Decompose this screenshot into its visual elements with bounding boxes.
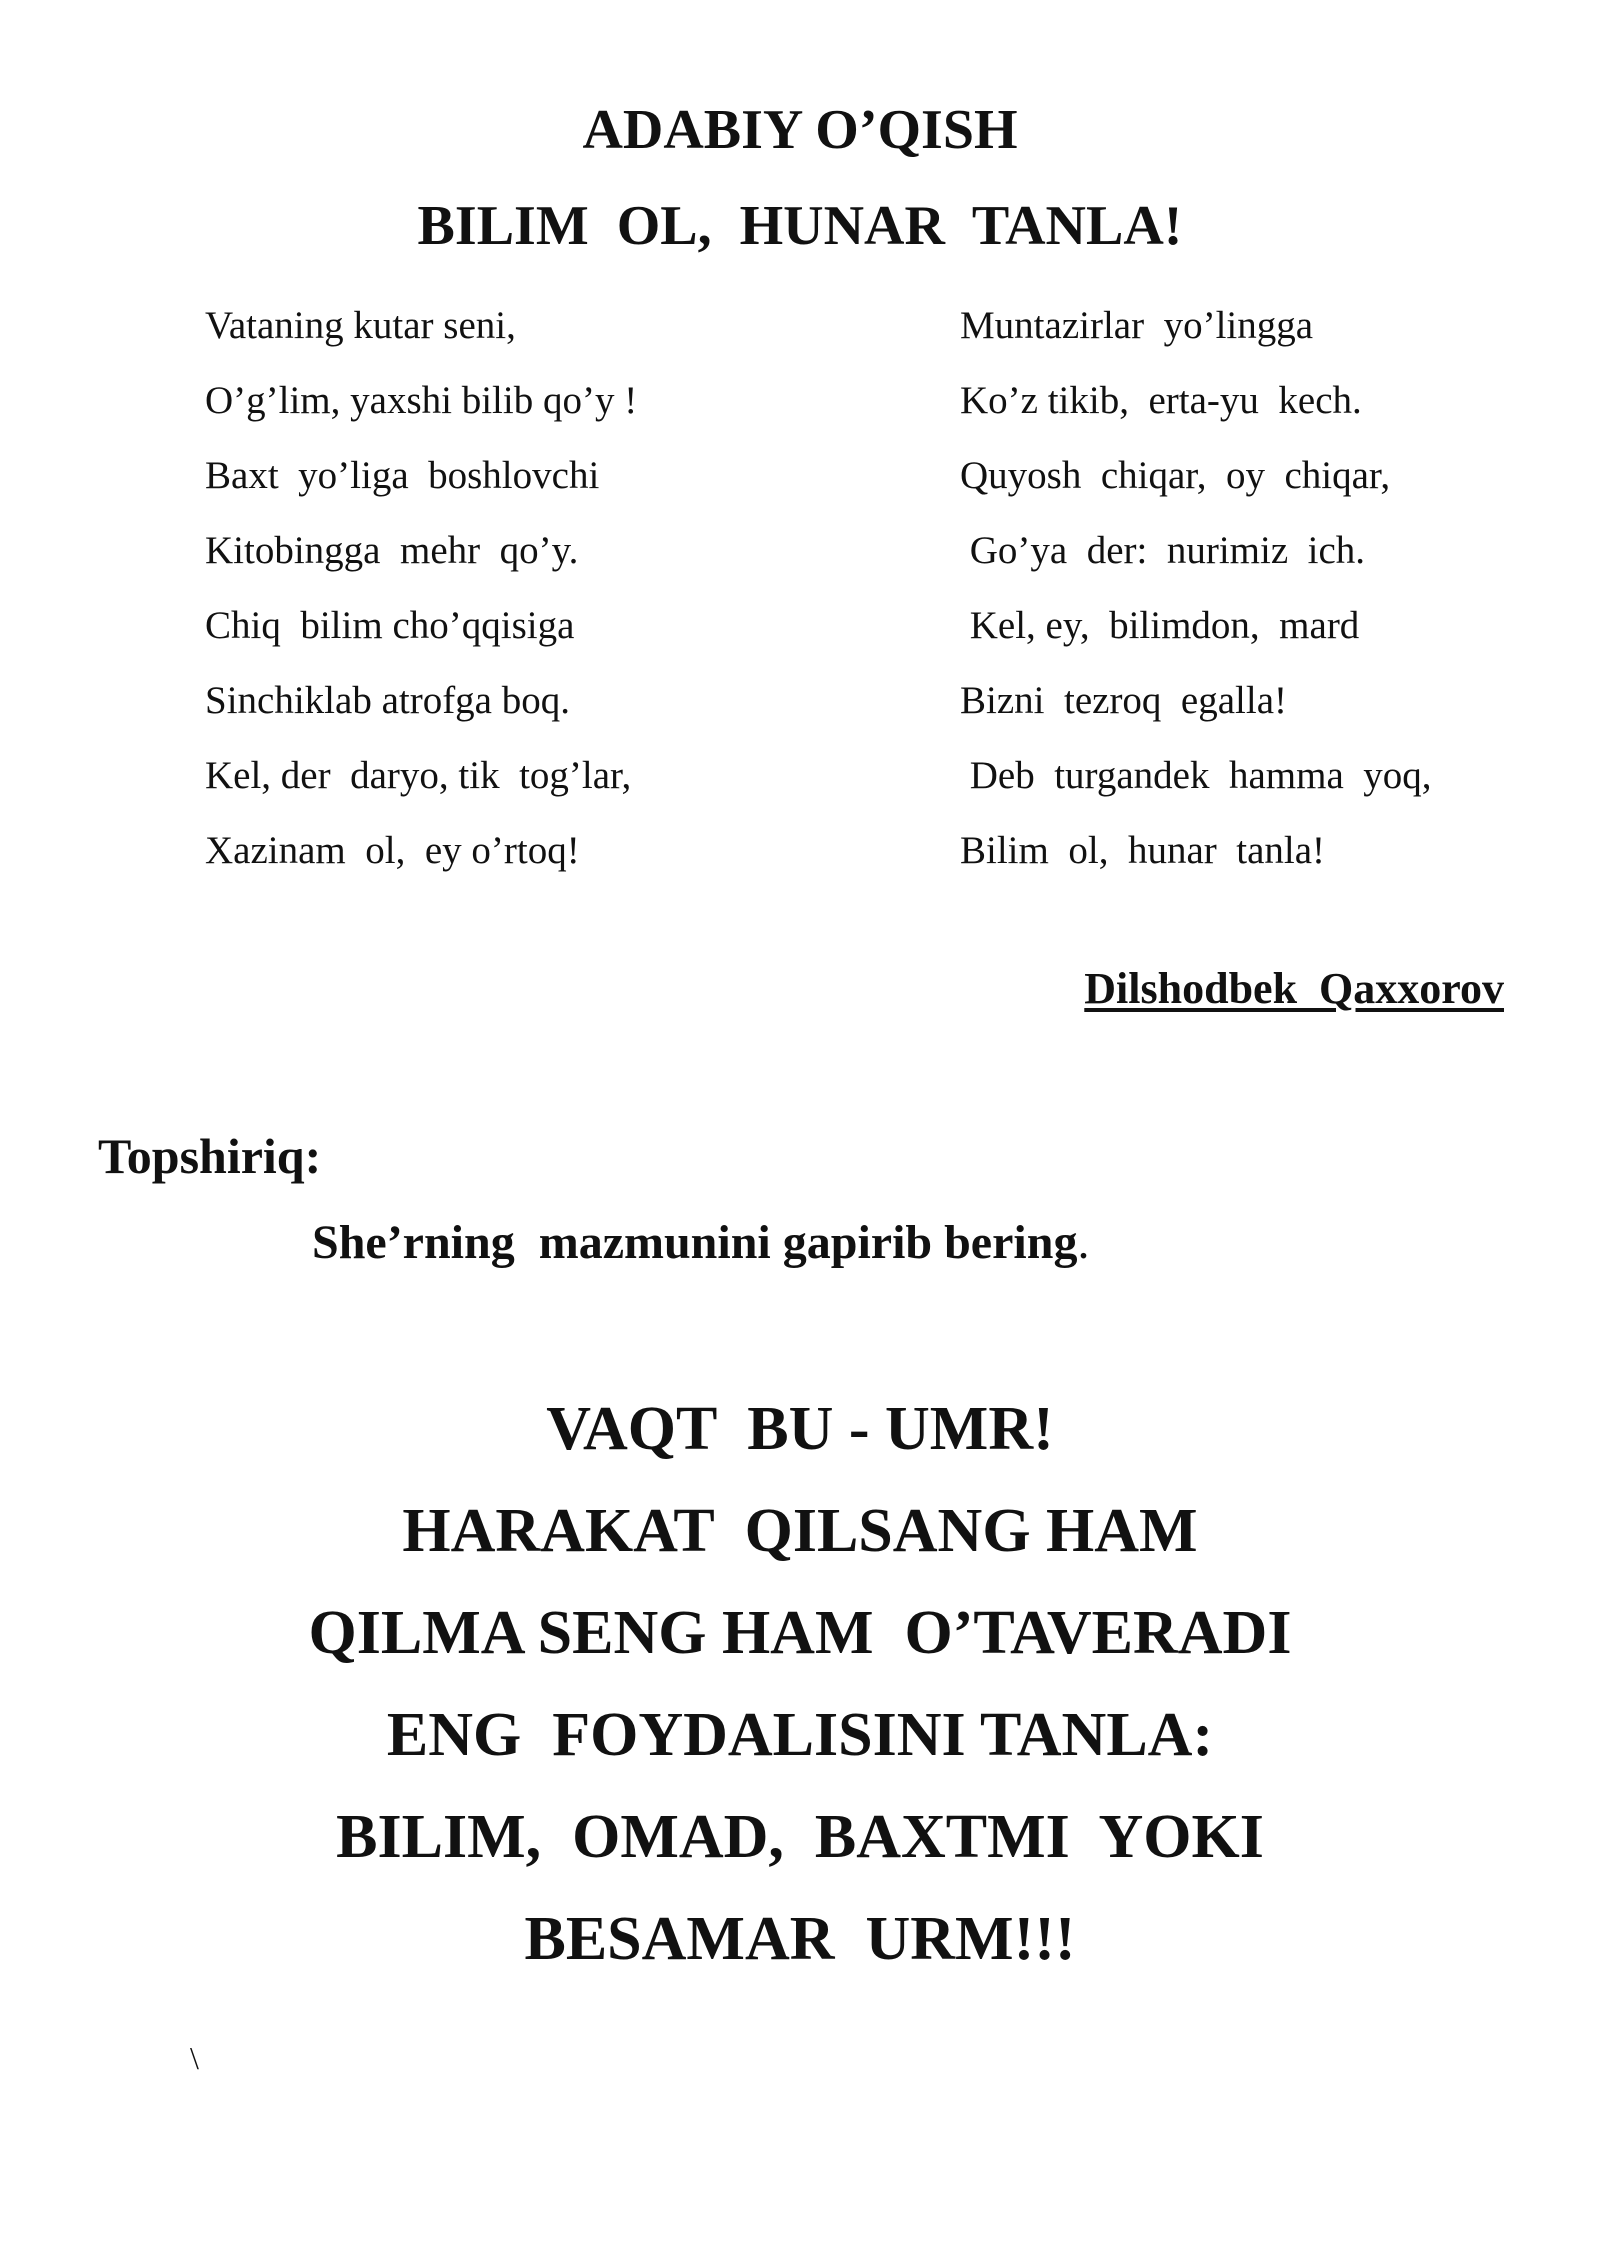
poem-title: BILIM OL, HUNAR TANLA! [417, 195, 1183, 257]
motto-line: QILMA SENG HAM O’TAVERADI [308, 1599, 1292, 1667]
poem-line: Kel, ey, bilimdon, mard [960, 604, 1360, 647]
motto-line: HARAKAT QILSANG HAM [402, 1497, 1198, 1565]
motto-block [0, 1378, 1600, 1990]
stray-backslash-mark: \ [190, 2040, 199, 2076]
poem-line: O’g’lim, yaxshi bilib qo’y ! [205, 379, 638, 422]
task-heading: Topshiriq: [98, 1128, 322, 1184]
page-title: ADABIY O’QISH [582, 99, 1018, 161]
poem-line: Kel, der daryo, tik tog’lar, [205, 754, 632, 797]
task-instruction [312, 1215, 1089, 1270]
motto-line: VAQT BU - UMR! [546, 1395, 1054, 1463]
motto-line: BESAMAR URM!!! [524, 1905, 1076, 1973]
poem-line: Quyosh chiqar, oy chiqar, [960, 454, 1391, 497]
poem-author: Dilshodbek Qaxxorov [1084, 964, 1504, 1013]
poem-line: Chiq bilim cho’qqisiga [205, 604, 575, 647]
poem-line: Kitobingga mehr qo’y. [205, 529, 579, 572]
task-instruction-text: She’rning mazmunini gapirib bering [312, 1216, 1078, 1269]
poem-line: Sinchiklab atrofga boq. [205, 679, 570, 722]
poem-right-column [960, 288, 1432, 888]
poem-line: Muntazirlar yo’lingga [960, 304, 1314, 347]
poem-line: Baxt yo’liga boshlovchi [205, 454, 600, 497]
poem-line: Xazinam ol, ey o’rtoq! [205, 829, 580, 872]
poem-left-column [205, 288, 637, 888]
poem-line: Ko’z tikib, erta-yu kech. [960, 379, 1362, 422]
poem-line: Deb turgandek hamma yoq, [960, 754, 1432, 797]
poem-line: Go’ya der: nurimiz ich. [960, 529, 1366, 572]
poem-line: Bizni tezroq egalla! [960, 679, 1288, 722]
motto-line: ENG FOYDALISINI TANLA: [386, 1701, 1214, 1769]
poem-line: Vataning kutar seni, [205, 304, 516, 347]
task-instruction-period: . [1077, 1216, 1090, 1269]
motto-line: BILIM, OMAD, BAXTMI YOKI [336, 1803, 1264, 1871]
poem-line: Bilim ol, hunar tanla! [960, 829, 1326, 872]
